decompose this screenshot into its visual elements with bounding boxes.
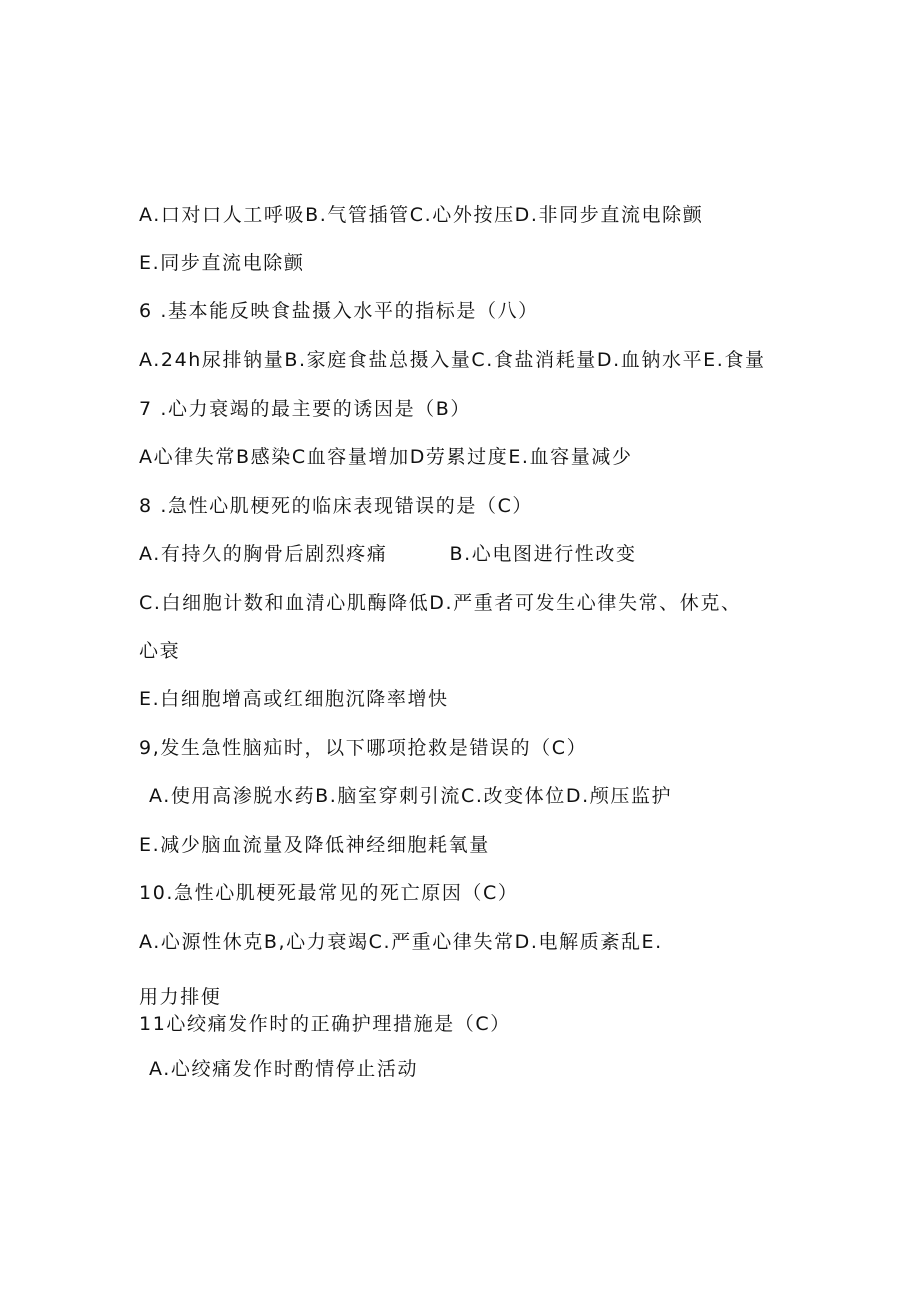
option-line-q9-e: E.减少脑血流量及降低神经细胞耗氧量 — [139, 834, 490, 856]
question-10: 10.急性心肌梗死最常见的死亡原因（C） — [139, 882, 519, 904]
question-9: 9,发生急性脑疝时，以下哪项抢救是错误的（C） — [139, 737, 588, 759]
option-line-q9-abcd: A.使用高渗脱水药B.脑室穿刺引流C.改变体位D.颅压监护 — [149, 785, 673, 807]
question-6: 6 .基本能反映食盐摄入水平的指标是（八） — [139, 300, 539, 322]
option-line-q5-abcd: A.口对口人工呼吸B.气管插管C.心外按压D.非同步直流电除颤 — [139, 204, 704, 226]
option-q8-a: A.有持久的胸骨后剧烈疼痛 — [139, 543, 388, 565]
option-line-q7: A心律失常B感染C血容量增加D劳累过度E.血容量减少 — [139, 446, 633, 468]
option-line-q6: A.24h尿排钠量B.家庭食盐总摄入量C.食盐消耗量D.血钠水平E.食量 — [139, 349, 766, 371]
option-q8-b: B.心电图进行性改变 — [449, 543, 637, 565]
option-line-q8-ab — [139, 541, 637, 567]
option-line-q8-e: E.白细胞增高或红细胞沉降率增快 — [139, 688, 449, 710]
option-line-q10-abcde: A.心源性休克B,心力衰竭C.严重心律失常D.电解质紊乱E. — [139, 931, 663, 953]
question-11: 11心绞痛发作时的正确护理措施是（C） — [139, 1013, 511, 1035]
option-line-q8-cd: C.白细胞计数和血清心肌酶降低D.严重者可发生心律失常、休克、 — [139, 592, 742, 614]
question-7: 7 .心力衰竭的最主要的诱因是（B） — [139, 398, 472, 420]
option-line-q11-a: A.心绞痛发作时酌情停止活动 — [149, 1058, 419, 1080]
option-line-q5-e: E.同步直流电除颤 — [139, 252, 305, 274]
option-line-q10-e-cont: 用力排便 — [139, 986, 222, 1008]
option-line-q8-cd-cont: 心衰 — [139, 640, 181, 662]
question-8: 8 .急性心肌梗死的临床表现错误的是（C） — [139, 495, 534, 517]
